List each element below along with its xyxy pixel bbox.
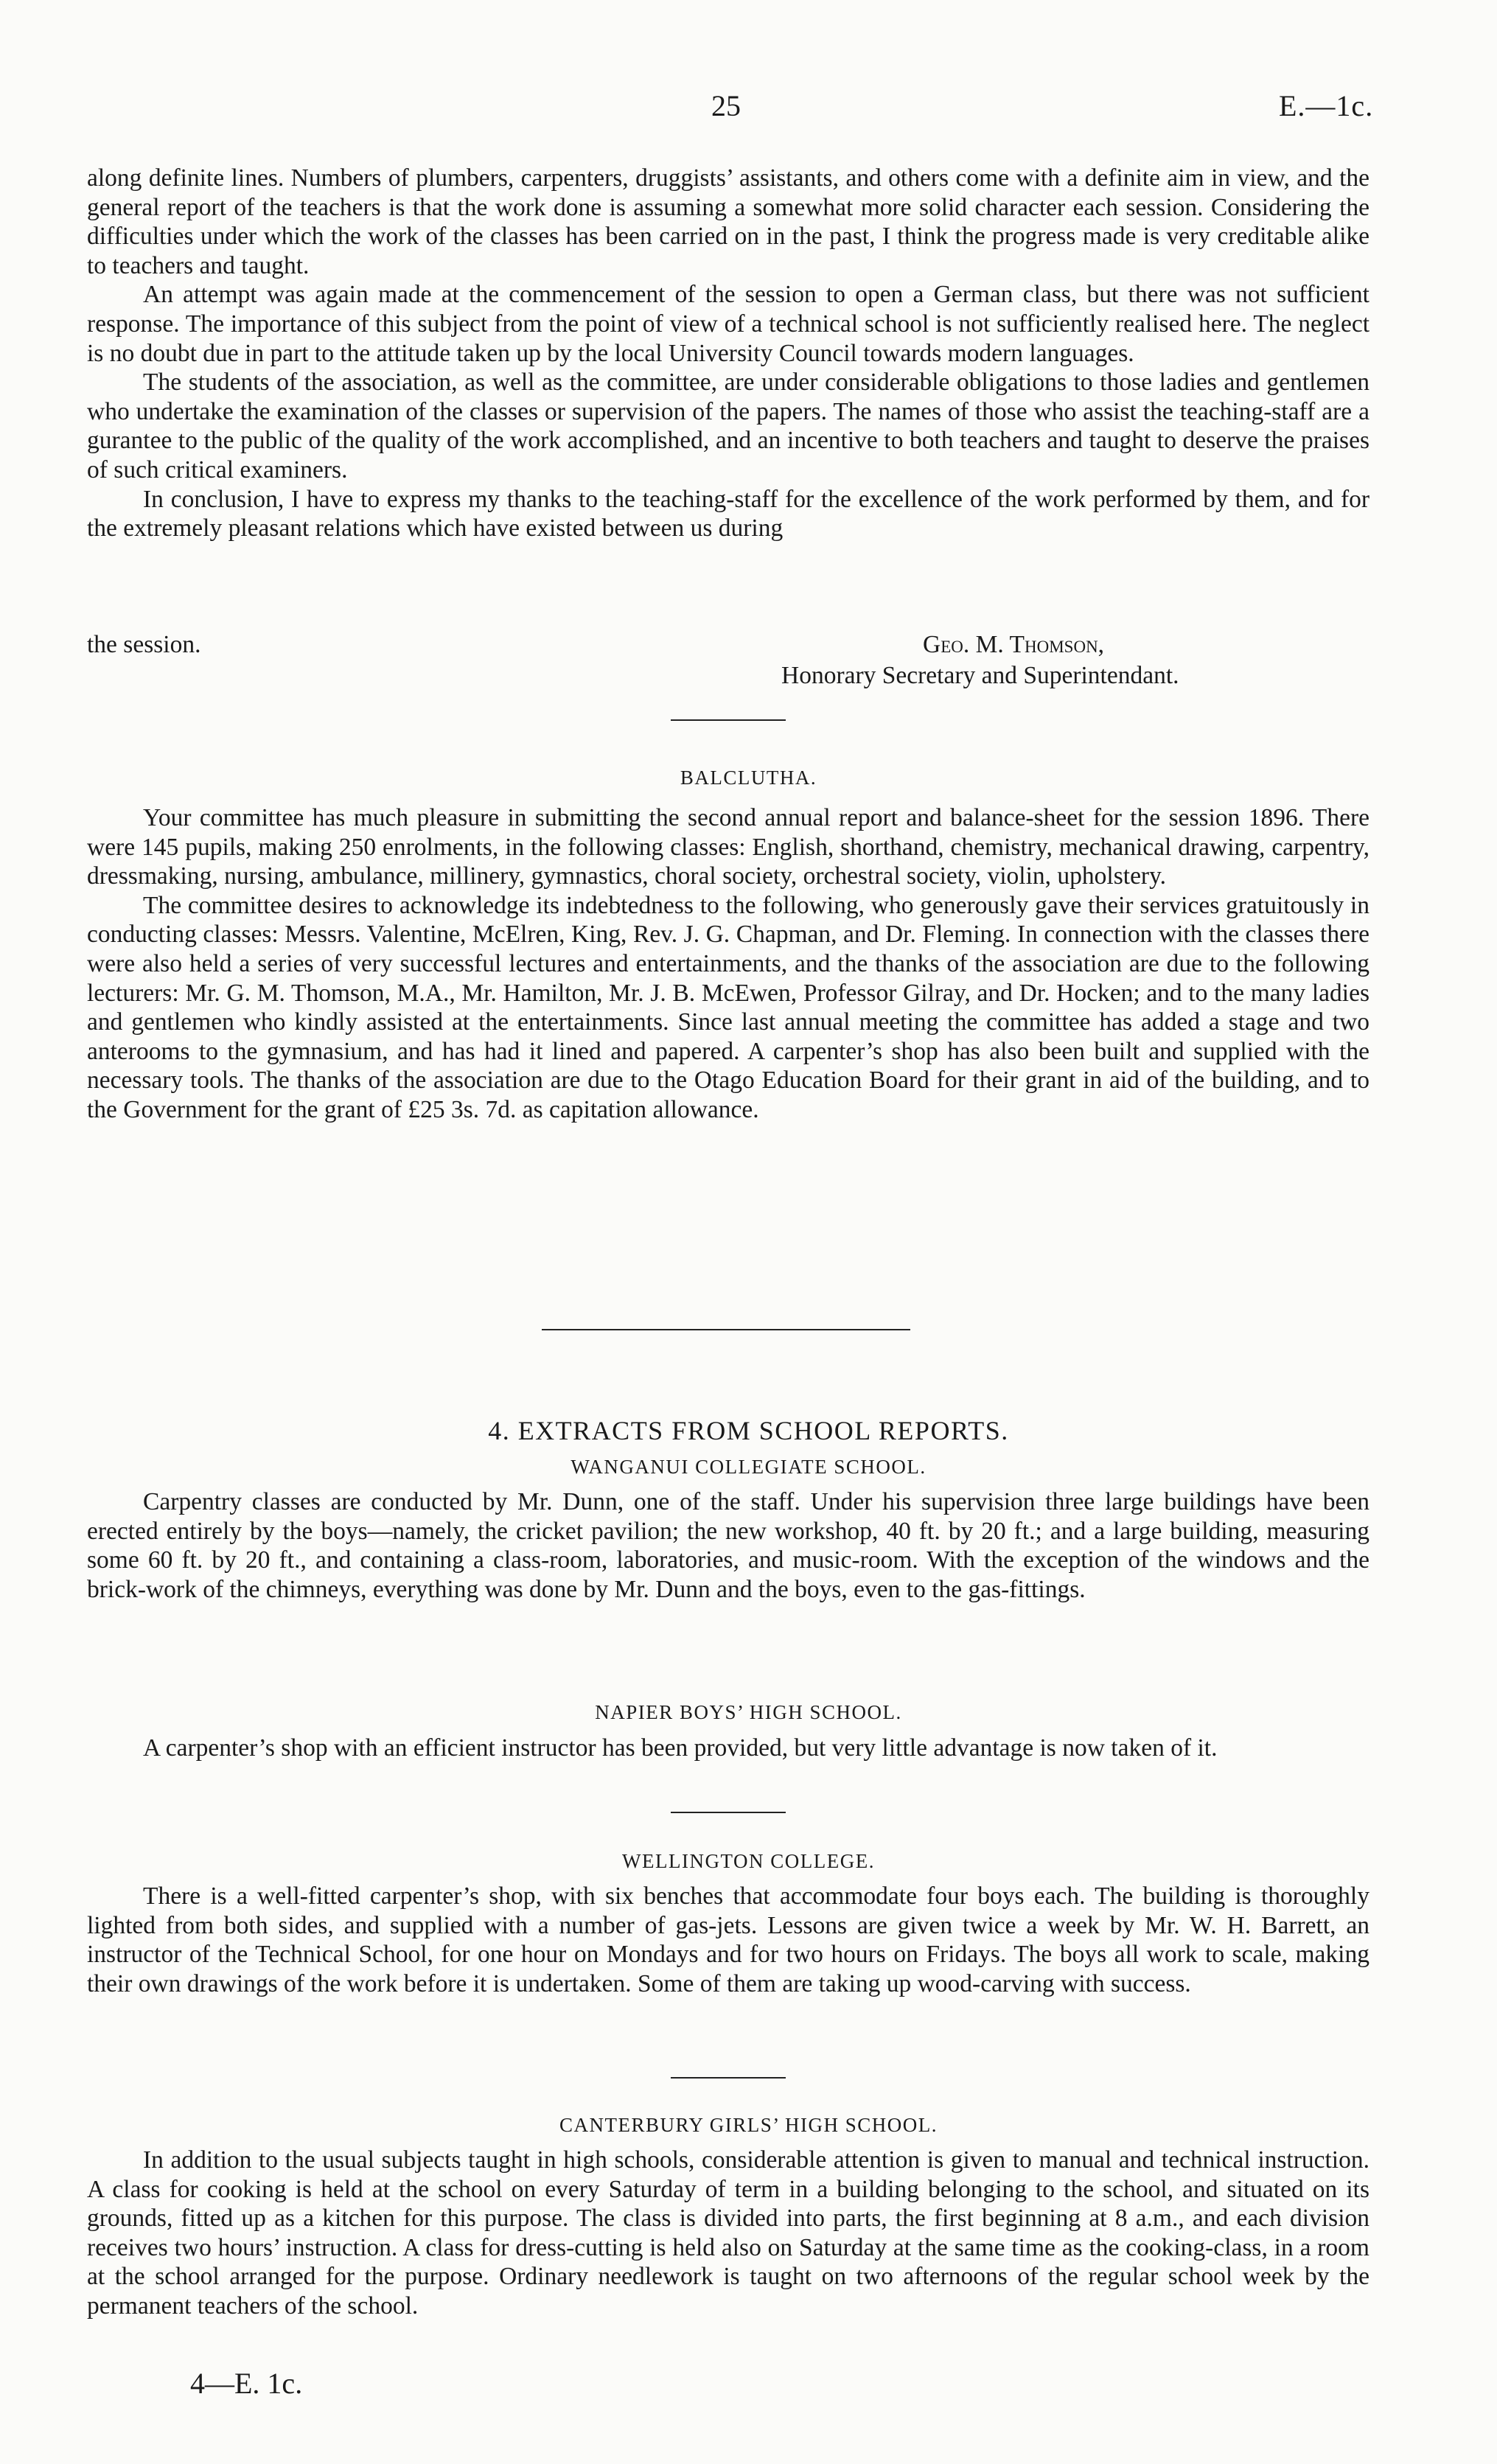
paragraph: There is a well-fitted carpenter’s shop, with six benches that accommodate four boys each. The building is thoroughly lighted from both sides, and supplied with a number of gas-jets. Lessons are given twice a week by Mr. W. H. Barrett, an instructor of the Technical School, for one hour on Mondays and for two hours on Fridays. The boys all work to scale, making their own drawings of the work before it is undertaken. Some of them are taking up wood-carving with success. (87, 1882, 1369, 1997)
section-heading-balclutha: BALCLUTHA. (680, 767, 817, 789)
section-divider (671, 2077, 786, 2079)
wellington-section (87, 1882, 1369, 1998)
section-divider (671, 719, 786, 721)
paragraph: In addition to the usual subjects taught in high schools, considerable attention is given to manual and technical instruction. A class for cooking is held at the school on every Saturday of term in a building belonging to the school, and situated on its grounds, fitted up as a kitchen for this purpose. The class is divided into parts, the first beginning at 8 a.m., and each division receives two hours’ instruction. A class for dress-cutting is held also on Saturday at the same time as the cooking-class, in a room at the school arranged for the purpose. Ordinary needlework is taught on two afternoons of the regular school week by the permanent teachers of the school. (87, 2146, 1369, 2320)
section-divider (671, 1812, 786, 1813)
section-heading-extracts: 4. EXTRACTS FROM SCHOOL REPORTS. (488, 1416, 1009, 1445)
report-continuation (87, 164, 1369, 543)
paragraph: The committee desires to acknowledge its indebtedness to the following, who generously gave their services gratuitously in conducting classes: Messrs. Valentine, McElren, King, Rev. J. G. Chapman, and Dr. Fleming. In connection with the classes there were also held a series of very successful lectures and entertainments, and the thanks of the association are due to the following lecturers: Mr. G. M. Thomson, M.A., Mr. Hamilton, Mr. J. B. McEwen, Professor Gilray, and Dr. Hocken; and to the many ladies and gentlemen who kindly assisted at the entertainments. Since last annual meeting the committee has added a stage and two anterooms to the gymnasium, and has had it lined and papered. A carpenter’s shop has also been built and supplied with the necessary tools. The thanks of the association are due to the Otago Education Board for their grant in aid of the building, and to the Government for the grant of £25 3s. 7d. as capitation allowance. (87, 891, 1369, 1123)
section-heading-napier: NAPIER BOYS’ HIGH SCHOOL. (595, 1701, 902, 1723)
wanganui-section (87, 1487, 1369, 1604)
paragraph: The students of the association, as well as the committee, are under considerable obligations to those ladies and gentlemen who undertake the examination of the classes or supervision of the papers. The names of those who assist the teaching-staff are a gurantee to the public of the quality of the work accomplished, and an incentive to both teachers and taught to deserve the praises of such critical examiners. (87, 369, 1369, 484)
paragraph: An attempt was again made at the commencement of the session to open a German class, but there was not sufficient response. The importance of this subject from the point of view of a technical school is not sufficiently realised here. The neglect is no doubt due in part to the attitude taken up by the local University Council towards modern languages. (87, 281, 1369, 367)
section-heading-wellington: WELLINGTON COLLEGE. (622, 1850, 875, 1872)
napier-section (87, 1734, 1369, 1763)
paragraph: A carpenter’s shop with an efficient instructor has been provided, but very little advantage is now taken of it. (143, 1734, 1218, 1762)
paragraph: along definite lines. Numbers of plumbers, carpenters, druggists’ assistants, and others come with a definite aim in view, and the general report of the teachers is that the work done is assuming a somewhat more solid character each session. Considering the difficulties under which the work of the classes has been carried on in the past, I think the progress made is very creditable alike to teachers and taught. (87, 164, 1369, 279)
signature-title: Honorary Secretary and Superintendant. (781, 662, 1179, 689)
page-number: 25 (711, 89, 741, 122)
signature-mark: 4—E. 1c. (190, 2367, 303, 2400)
paragraph: Your committee has much pleasure in submitting the second annual report and balance-sheet for the session 1896. There were 145 pupils, making 250 enrolments, in the following classes: English, shorthand, chemistry, mechanical drawing, carpentry, dressmaking, nursing, ambulance, millinery, gymnastics, choral society, orchestral society, violin, upholstery. (87, 804, 1369, 890)
page-code: E.—1c. (1279, 89, 1374, 122)
paragraph: In conclusion, I have to express my thanks to the teaching-staff for the excellence of the work performed by them, and for the extremely pleasant relations which have existed between us during (87, 485, 1369, 542)
paragraph: Carpentry classes are conducted by Mr. Dunn, one of the staff. Under his supervision three large buildings have been erected entirely by the boys—namely, the cricket pavilion; the new workshop, 40 ft. by 20 ft.; and a large building, measuring some 60 ft. by 20 ft., and containing a class-room, laboratories, and music-room. With the exception of the windows and the brick-work of the chimneys, everything was done by Mr. Dunn and the boys, even to the gas-fittings. (87, 1488, 1369, 1603)
section-heading-canterbury: CANTERBURY GIRLS’ HIGH SCHOOL. (559, 2114, 938, 2136)
signature-name: Geo. M. Thomson, (923, 631, 1105, 658)
section-heading-wanganui: WANGANUI COLLEGIATE SCHOOL. (570, 1456, 927, 1478)
closing-line: the session. (87, 631, 201, 658)
balclutha-section (87, 803, 1369, 1125)
canterbury-section (87, 2146, 1369, 2321)
section-divider-long (542, 1329, 910, 1330)
